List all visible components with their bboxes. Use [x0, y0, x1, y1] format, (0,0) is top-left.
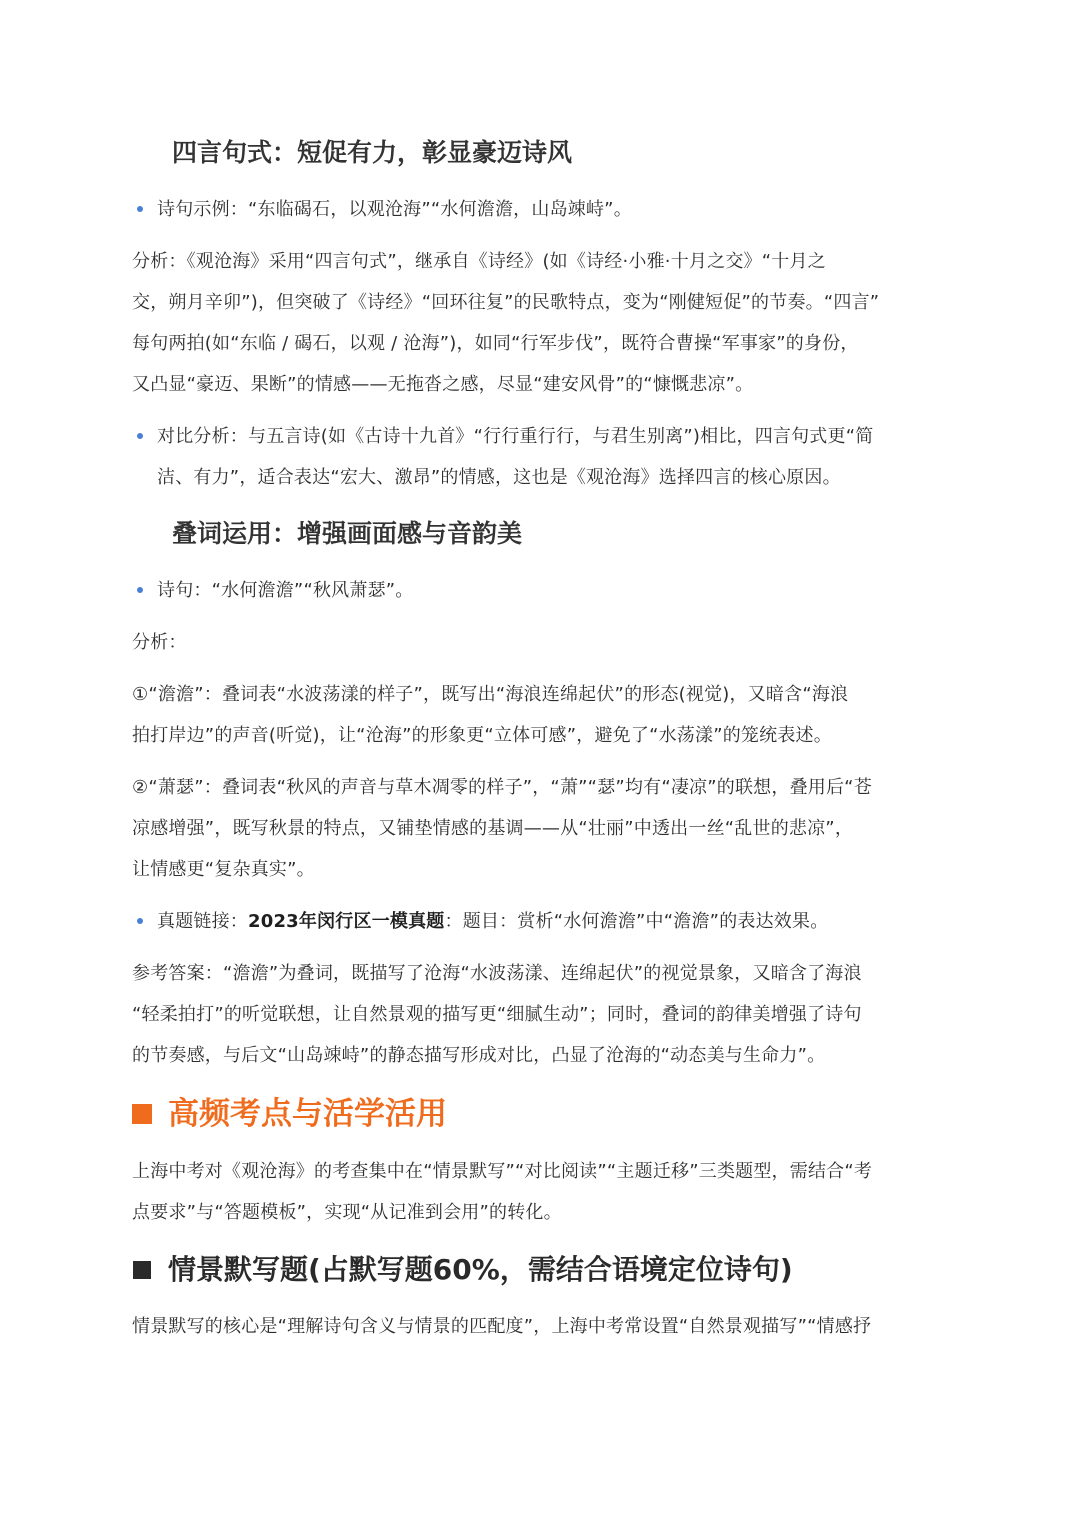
- bullet-exam-link: [132, 901, 952, 942]
- exam-prefix: 真题链接：: [157, 911, 248, 932]
- exam-source: 2023年闵行区一模真题: [248, 911, 445, 932]
- text-line: ②“萧瑟”：叠词表“秋风的声音与草木凋零的样子”，“萧”“瑟”均有“凄凉”的联想，叠用后“苍: [132, 777, 872, 798]
- bullet-contrast: [132, 416, 952, 498]
- bullet-dot-icon: [137, 433, 143, 439]
- text-line: 的节奏感，与后文“山岛竦峙”的静态描写形成对比，凸显了沧海的“动态美与生命力”。: [132, 1045, 826, 1066]
- heading-four-character: 四言句式：短促有力，彰显豪迈诗风: [172, 138, 573, 167]
- text-line: 凉感增强”，既写秋景的特点，又铺垫情感的基调——从“壮丽”中透出一丝“乱世的悲凉”，: [132, 818, 854, 839]
- text-line: 让情感更“复杂真实”。: [132, 859, 315, 880]
- square-bullet-icon: [133, 1261, 151, 1279]
- text-line: 对比分析：与五言诗(如《古诗十九首》“行行重行行，与君生别离”)相比，四言句式更“简: [157, 426, 874, 447]
- text-line: 点要求”与“答题模板”，实现“从记准到会用”的转化。: [132, 1202, 562, 1223]
- text-line: 分析：《观沧海》采用“四言句式”，继承自《诗经》(如《诗经·小雅·十月之交》“十月之: [132, 251, 826, 272]
- text-line: “轻柔拍打”的听觉联想，让自然景观的描写更“细腻生动”；同时，叠词的韵律美增强了诗句: [132, 1004, 862, 1025]
- text-line: 拍打岸边”的声音(听觉)，让“沧海”的形象更“立体可感”，避免了“水荡漾”的笼统表述。: [132, 725, 832, 746]
- reference-answer: [132, 953, 952, 1076]
- dictation-intro: 情景默写的核心是“理解诗句含义与情景的匹配度”，上海中考常设置“自然景观描写”“情感抒: [132, 1316, 872, 1337]
- heading-reduplication: 叠词运用：增强画面感与音韵美: [172, 519, 523, 548]
- bullet-example: [132, 189, 952, 230]
- analysis-label: 分析：: [132, 632, 187, 653]
- document-page: [132, 128, 952, 1347]
- bullet-dot-icon: [137, 206, 143, 212]
- text-line: ①“澹澹”：叠词表“水波荡漾的样子”，既写出“海浪连绵起伏”的形态(视觉)，又暗含“海浪: [132, 684, 849, 705]
- square-bullet-icon: [132, 1104, 152, 1124]
- bullet-text: 诗句示例：“东临碣石，以观沧海”“水何澹澹，山岛竦峙”。: [157, 199, 632, 220]
- heading-text: 高频考点与活学活用: [168, 1096, 447, 1132]
- text-line: 洁、有力”，适合表达“宏大、激昂”的情感，这也是《观沧海》选择四言的核心原因。: [157, 467, 841, 488]
- heading-dictation: [132, 1245, 952, 1295]
- text-line: 交，朔月辛卯”)，但突破了《诗经》“回环往复”的民歌特点，变为“刚健短促”的节奏。“四言”: [132, 292, 880, 313]
- analysis-item-1: [132, 674, 952, 756]
- analysis-item-2: [132, 767, 952, 890]
- heading-exam-points: [132, 1088, 952, 1140]
- bullet-text: 诗句：“水何澹澹”“秋风萧瑟”。: [157, 580, 414, 601]
- bullet-poem: [132, 570, 952, 611]
- text-line: 每句两拍(如“东临 / 碣石，以观 / 沧海”)，如同“行军步伐”，既符合曹操“军事家”的身份，: [132, 333, 859, 354]
- exam-points-intro: [132, 1151, 952, 1233]
- text-line: 又凸显“豪迈、果断”的情感——无拖沓之感，尽显“建安风骨”的“慷慨悲凉”。: [132, 374, 754, 395]
- heading-text: 情景默写题(占默写题60%，需结合语境定位诗句): [168, 1253, 793, 1286]
- text-line: 参考答案：“澹澹”为叠词，既描写了沧海“水波荡漾、连绵起伏”的视觉景象，又暗含了海浪: [132, 963, 862, 984]
- bullet-dot-icon: [137, 587, 143, 593]
- text-line: 上海中考对《观沧海》的考查集中在“情景默写”“对比阅读”“主题迁移”三类题型，需结合“考: [132, 1161, 873, 1182]
- analysis-paragraph: [132, 241, 952, 405]
- bullet-dot-icon: [137, 918, 143, 924]
- exam-question: ：题目：赏析“水何澹澹”中“澹澹”的表达效果。: [444, 911, 829, 932]
